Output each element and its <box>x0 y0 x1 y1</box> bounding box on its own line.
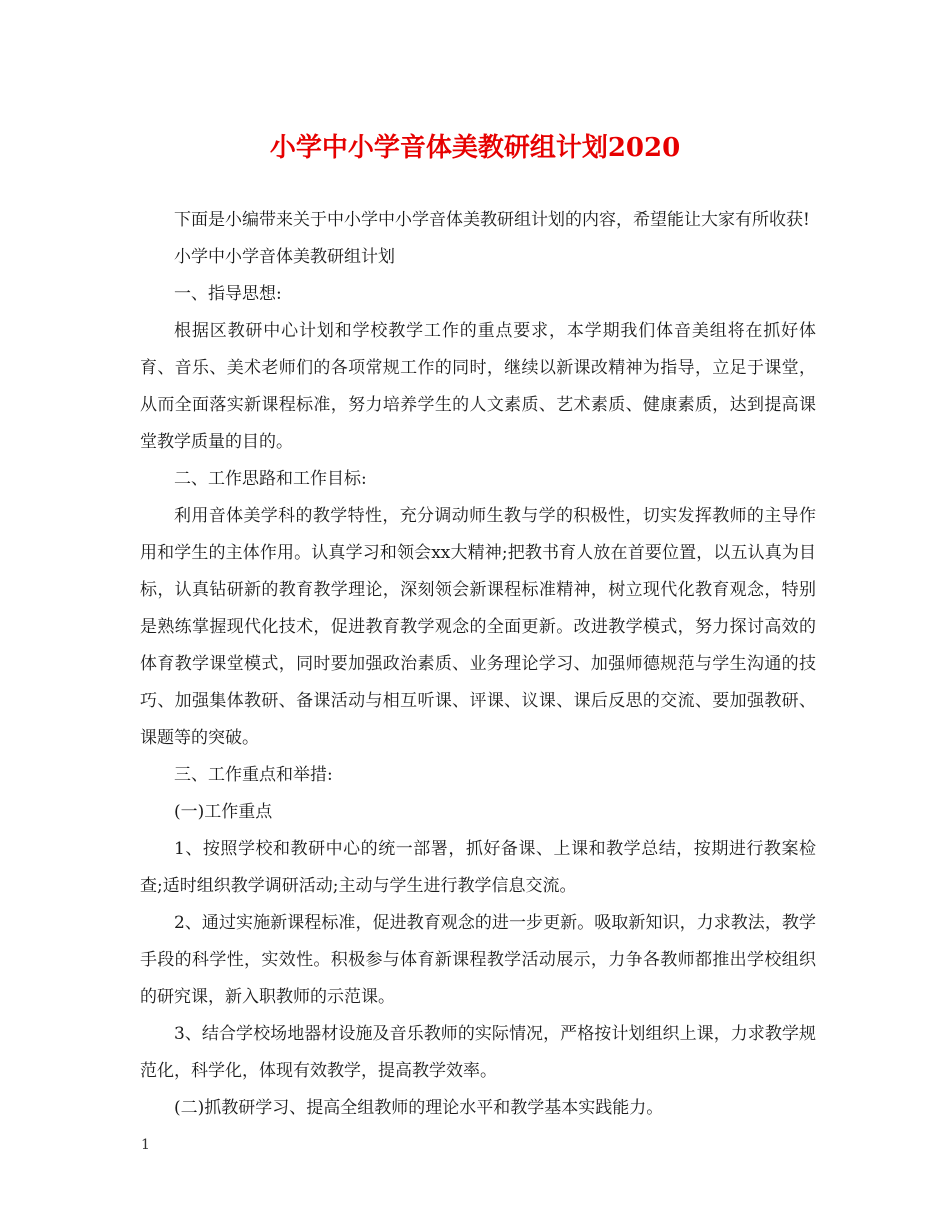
document-title: 小学中小学音体美教研组计划2020 <box>269 133 681 163</box>
subheading-teaching-research: (二)抓教研学习、提高全组教师的理论水平和教学基本实践能力。 <box>174 1098 664 1118</box>
list-item-3: 3、结合学校场地器材设施及音乐教师的实际情况，严格按计划组织上课，力求教学规范化，科学化，体现有效教学，提高教学效率。 <box>140 1024 816 1081</box>
intro-paragraph: 下面是小编带来关于中小学中小学音体美教研组计划的内容，希望能让大家有所收获! <box>174 210 810 230</box>
list-item-1: 1、按照学校和教研中心的统一部署，抓好备课、上课和教学总结，按期进行教案检查;适时组织教学调研活动;主动与学生进行教学信息交流。 <box>140 839 816 896</box>
work-goals-paragraph: 利用音体美学科的教学特性，充分调动师生教与学的积极性，切实发挥教师的主导作用和学生的主体作用。认真学习和领会xx大精神;把教书育人放在首要位置，以五认真为目标，认真钻研新的教育教学理论，深刻领会新课程标准精神，树立现代化教育观念，特别是熟练掌握现代化技术，促进教育教学观念的全面更新。改进教学模式，努力探讨高效的体育教学课堂模式，同时要加强政治素质、业务理论学习、加强师德规范与学生沟通的技巧、加强集体教研、备课活动与相互听课、评课、议课、课后反思的交流、要加强教研、课题等的突破。 <box>140 506 816 748</box>
list-item-2: 2、通过实施新课程标准，促进教育观念的进一步更新。吸取新知识，力求教法，教学手段的科学性，实效性。积极参与体育新课程教学活动展示，力争各教师都推出学校组织的研究课，新入职教师的示范课。 <box>140 913 816 1007</box>
section-heading-guiding-ideology: 一、指导思想: <box>174 284 282 304</box>
section-heading-work-goals: 二、工作思路和工作目标: <box>174 469 367 489</box>
section-heading-key-measures: 三、工作重点和举措: <box>174 765 333 785</box>
subheading-work-focus: (一)工作重点 <box>174 802 273 822</box>
subtitle-paragraph: 小学中小学音体美教研组计划 <box>174 247 395 267</box>
guiding-ideology-paragraph: 根据区教研中心计划和学校教学工作的重点要求，本学期我们体音美组将在抓好体育、音乐、美术老师们的各项常规工作的同时，继续以新课改精神为指导，立足于课堂，从而全面落实新课程标准，努力培养学生的人文素质、艺术素质、健康素质，达到提高课堂教学质量的目的。 <box>140 321 816 452</box>
page-number: 1 <box>141 1137 150 1153</box>
document-body <box>140 202 816 1127</box>
